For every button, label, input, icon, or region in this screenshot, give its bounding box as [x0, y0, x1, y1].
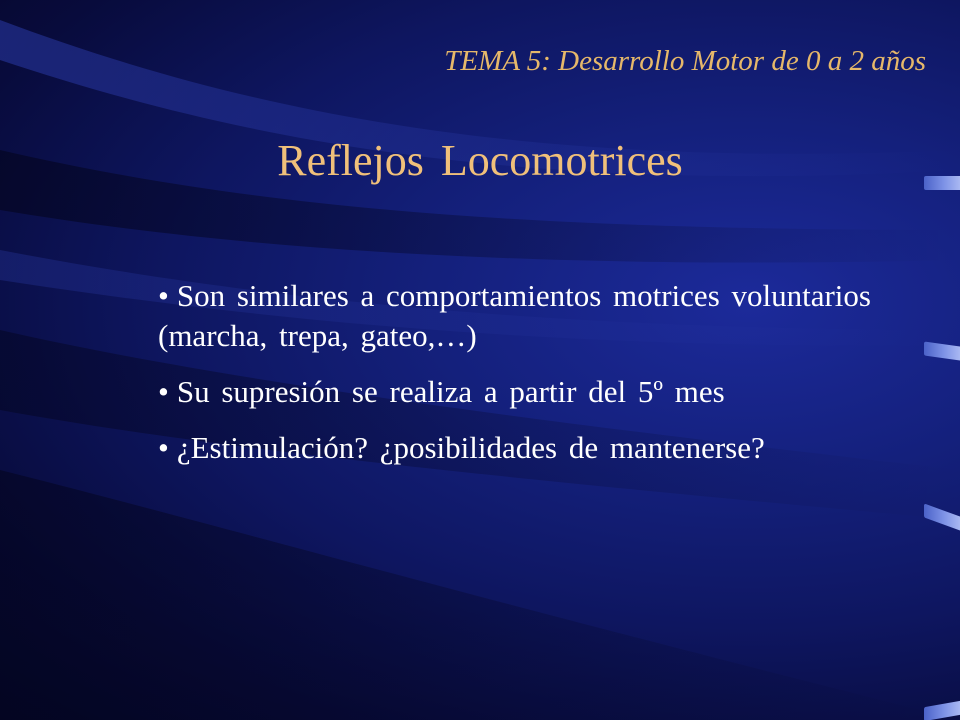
- slide-title: Reflejos Locomotrices: [277, 136, 683, 185]
- bullet-text: ¿Estimulación? ¿posibilidades de mantenerse?: [176, 430, 765, 465]
- bullet-glyph: •: [158, 278, 169, 313]
- bullet-list: [158, 276, 898, 484]
- bullet-item: [158, 276, 898, 356]
- bullet-item: [158, 372, 898, 412]
- bullet-glyph: •: [158, 374, 169, 409]
- bullet-text: Su supresión se realiza a partir del 5º mes: [176, 374, 725, 409]
- bullet-glyph: •: [158, 430, 169, 465]
- header-topic: TEMA 5: Desarrollo Motor de 0 a 2 años: [444, 45, 926, 77]
- bullet-text: Son similares a comportamientos motrices voluntarios (marcha, trepa, gateo,…): [158, 278, 871, 353]
- swoosh-dark-3: [0, 470, 960, 720]
- bullet-item: [158, 428, 898, 468]
